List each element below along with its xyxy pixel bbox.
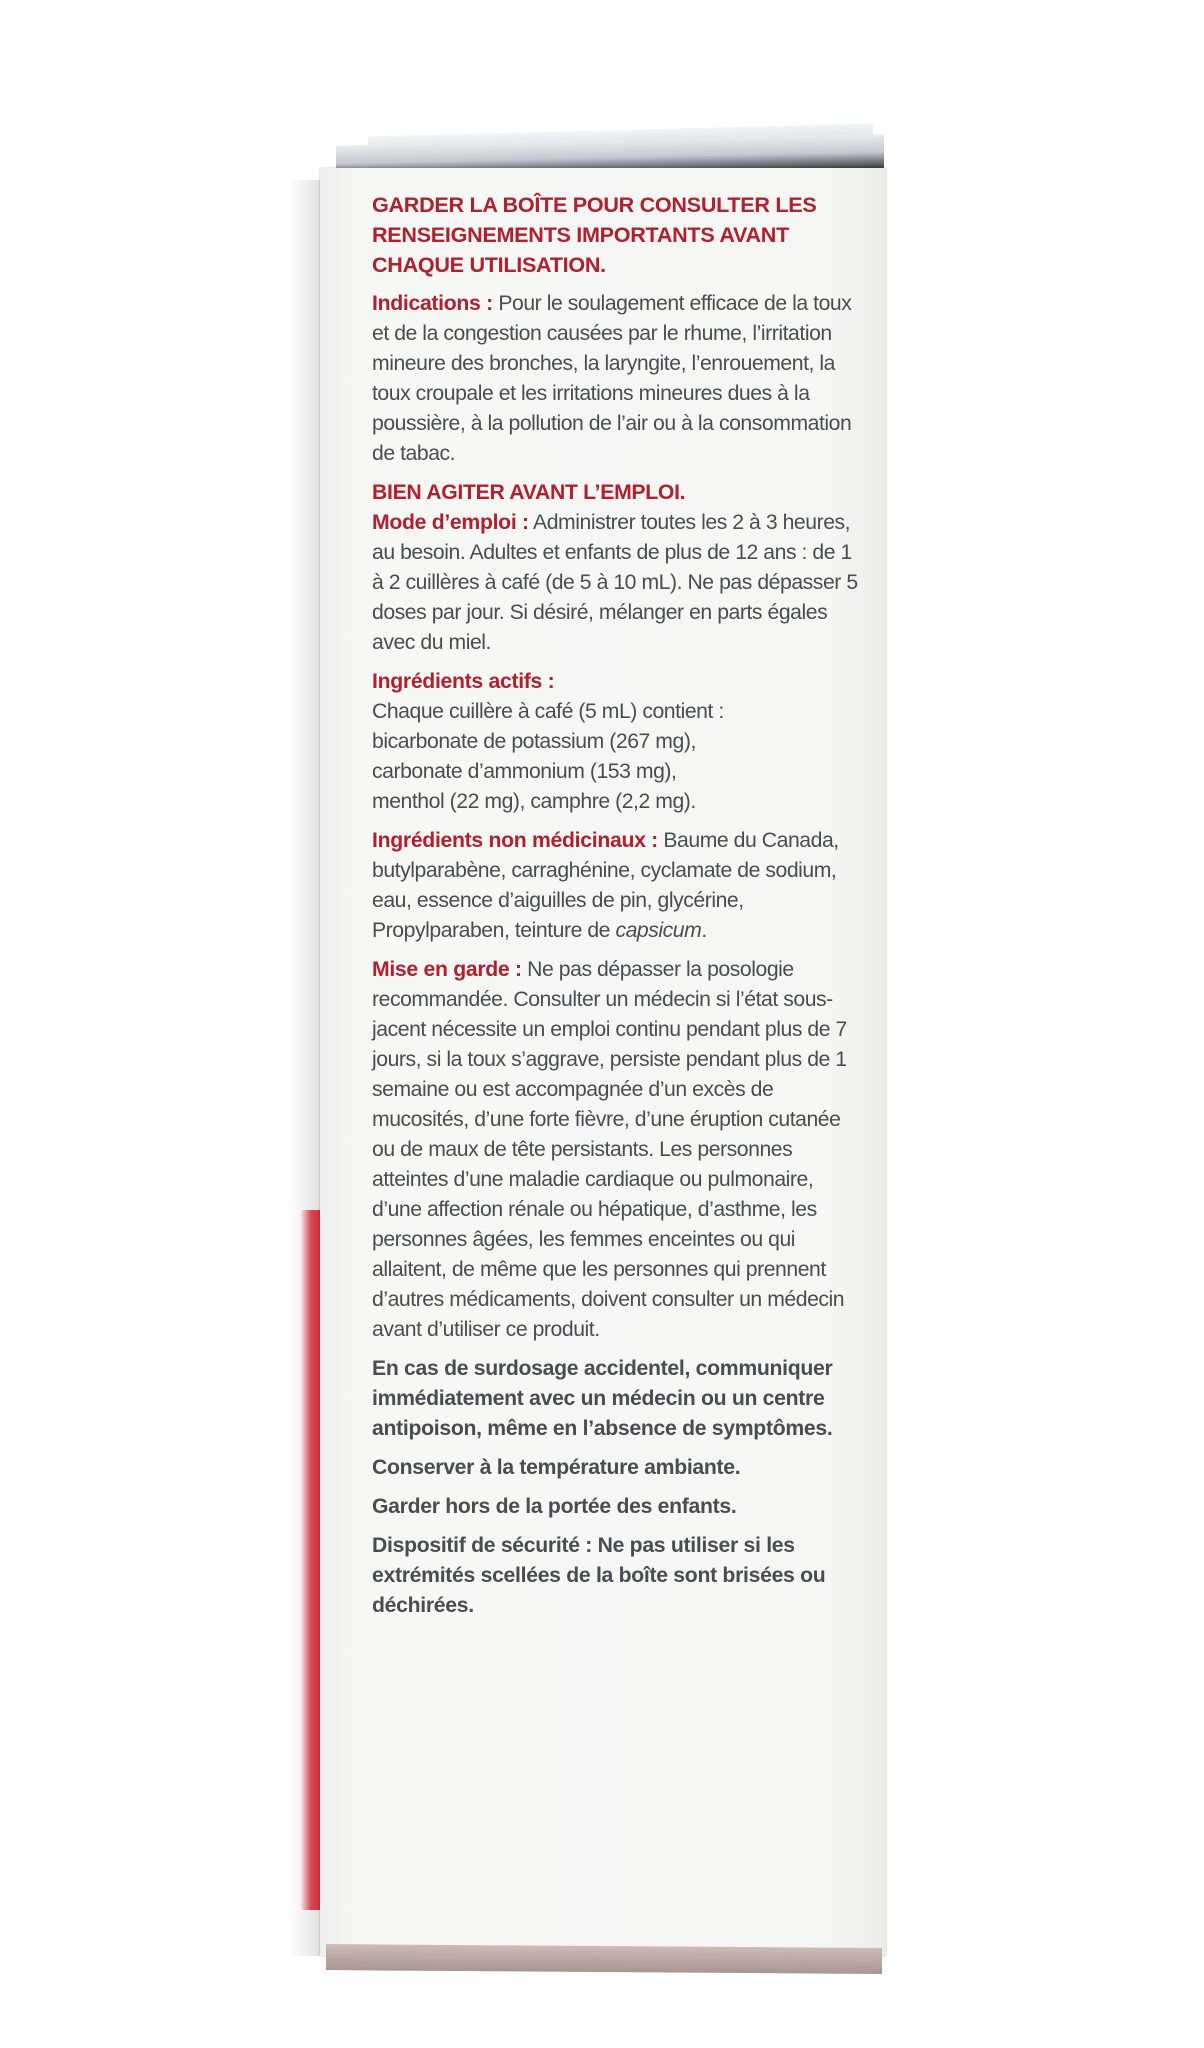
non-medicinal-end: . <box>701 919 707 942</box>
caution-label: Mise en garde : <box>372 958 522 981</box>
security-feature-notice: Dispositif de sécurité : Ne pas utiliser si les extrémités scellées de la boîte sont brisées ou déchirées. <box>372 1534 826 1617</box>
storage-instruction: Conserver à la température ambiante. <box>372 1456 741 1479</box>
active-ingredients-paragraph <box>372 667 862 817</box>
shake-notice: BIEN AGITER AVANT L’EMPLOI. <box>372 481 686 504</box>
indications-label: Indications : <box>372 292 493 315</box>
non-medicinal-label: Ingrédients non médicinaux : <box>372 829 658 852</box>
overdose-warning: En cas de surdosage accidentel, communiquer immédiatement avec un médecin ou un centre antipoison, même en l’absence de symptômes. <box>372 1357 833 1440</box>
indications-text: Pour le soulagement efficace de la toux et de la congestion causées par le rhume, l’irritation mineure des bronches, la laryngite, l’enrouement, la toux croupale et les irritations mineures dues à la poussière, à la pollution de l’air ou à la consommation de tabac. <box>372 292 852 465</box>
active-ingredient-line: bicarbonate de potassium (267 mg), <box>372 730 696 753</box>
active-ingredients-label: Ingrédients actifs : <box>372 670 555 693</box>
box-bottom-edge <box>326 1944 882 1974</box>
non-medicinal-paragraph <box>372 826 862 946</box>
indications-paragraph <box>372 289 862 469</box>
directions-label: Mode d’emploi : <box>372 511 529 534</box>
children-warning: Garder hors de la portée des enfants. <box>372 1495 737 1518</box>
active-ingredient-line: Chaque cuillère à café (5 mL) contient : <box>372 700 724 723</box>
active-ingredient-line: carbonate d’ammonium (153 mg), <box>372 760 677 783</box>
directions-text: Administrer toutes les 2 à 3 heures, au besoin. Adultes et enfants de plus de 12 ans : de 1 à 2 cuillères à café (de 5 à 10 mL). Ne pas dépasser 5 doses par jour. Si désiré, mélanger en parts égales avec du miel. <box>372 511 858 654</box>
caution-text: Ne pas dépasser la posologie recommandée. Consulter un médecin si l’état sous-jacent nécessite un emploi continu pendant plus de 7 jours, si la toux s’aggrave, persiste pendant plus de 1 semaine ou est accompagnée d’un excès de mucosités, d’une forte fièvre, d’une éruption cutanée ou de maux de tête persistants. Les personnes atteintes d’une maladie cardiaque ou pulmonaire, d’une affection rénale ou hépatique, d’asthme, les personnes âgées, les femmes enceintes ou qui allaitent, de même que les personnes qui prennent d’autres médicaments, doivent consulter un médecin avant d’utiliser ce produit. <box>372 958 847 1341</box>
keep-box-warning: GARDER LA BOÎTE POUR CONSULTER LES RENSEIGNEMENTS IMPORTANTS AVANT CHAQUE UTILISATION. <box>372 192 817 277</box>
non-medicinal-italic: capsicum <box>615 919 702 942</box>
non-medicinal-text: Baume du Canada, butylparabène, carraghénine, cyclamate de sodium, eau, essence d’aiguilles de pin, glycérine, Propylparaben, teinture de <box>372 829 839 942</box>
caution-paragraph <box>372 955 862 1345</box>
directions-paragraph <box>372 508 862 658</box>
active-ingredient-line: menthol (22 mg), camphre (2,2 mg). <box>372 790 696 813</box>
label-text-column <box>372 190 862 1630</box>
